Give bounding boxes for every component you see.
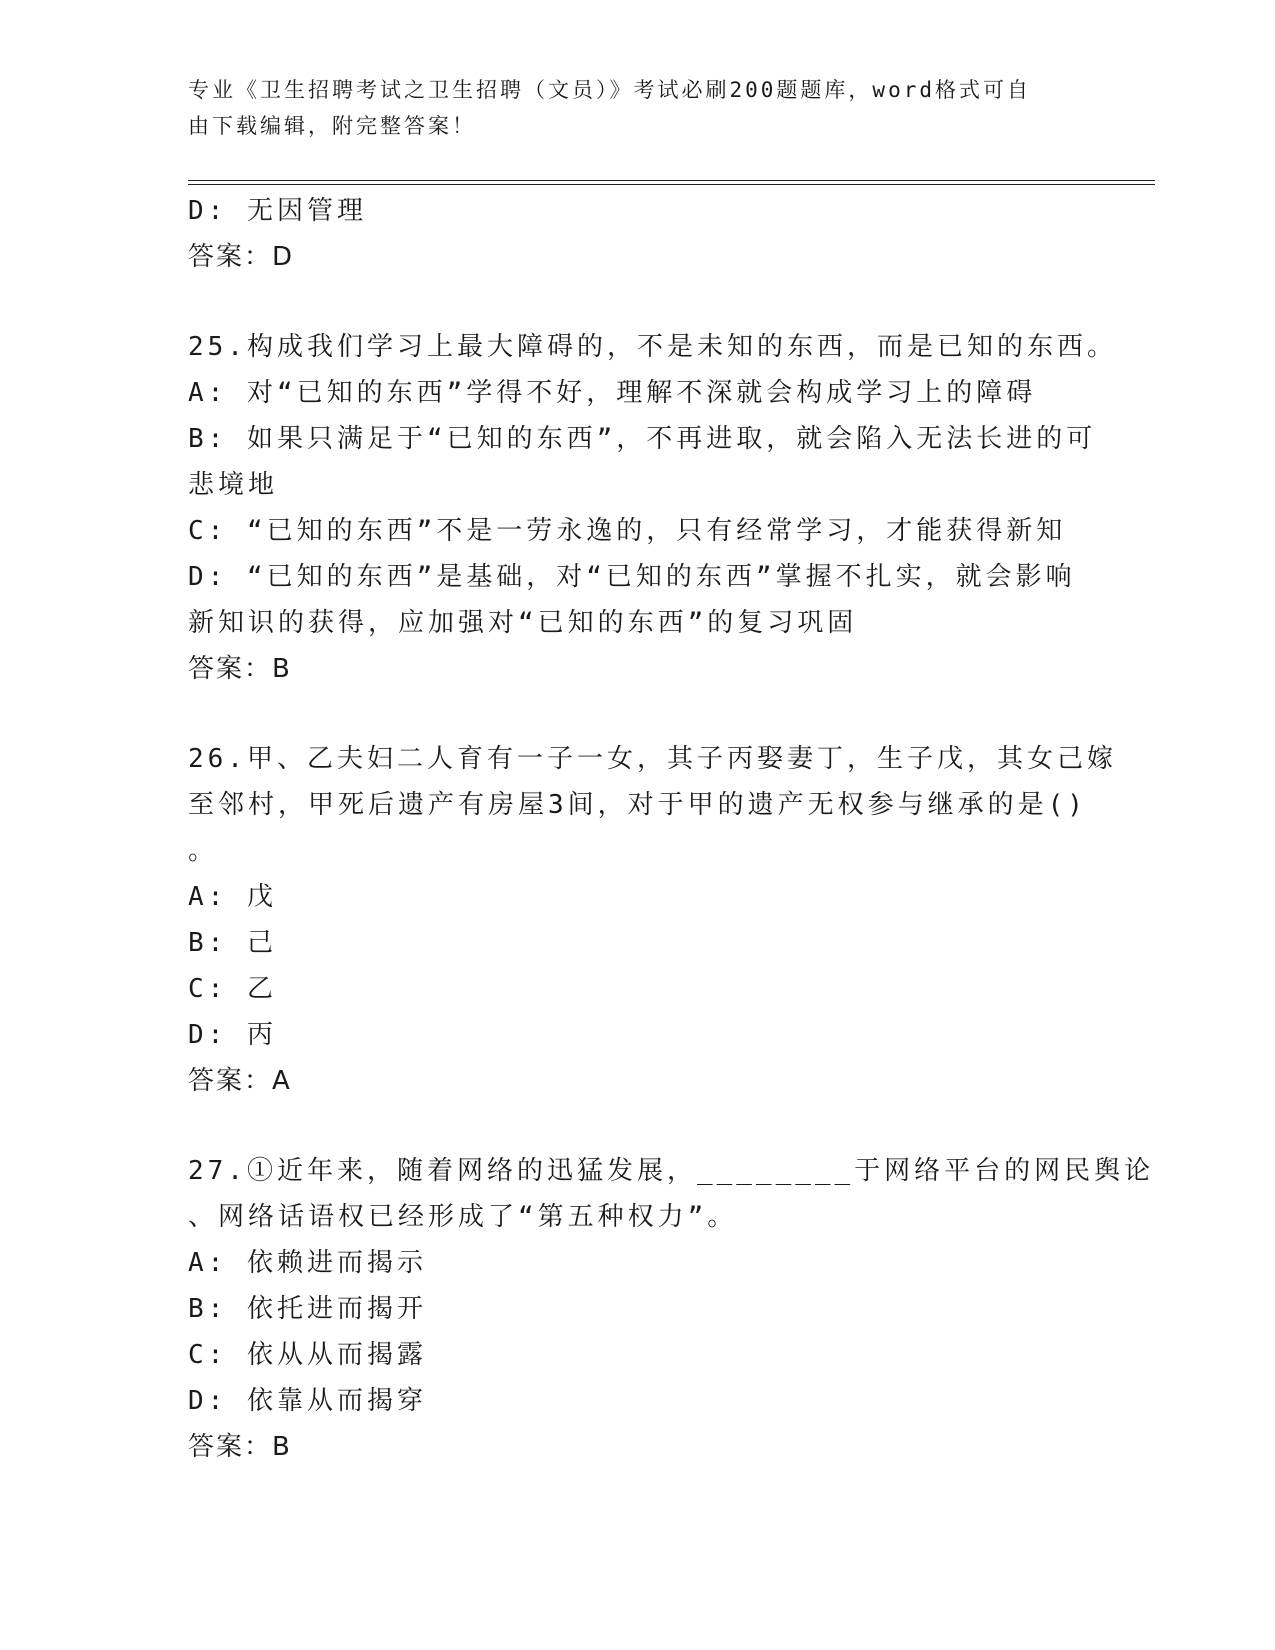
- document-body: [188, 188, 1155, 1470]
- header-line-1: 专业《卫生招聘考试之卫生招聘（文员）》考试必刷200题题库，word格式可自: [188, 78, 1031, 102]
- option-d: D: 丙: [188, 1020, 277, 1050]
- prev-option-d: D: 无因管理: [188, 196, 367, 226]
- document-header: [188, 72, 1068, 144]
- option-a: A: 戊: [188, 882, 277, 912]
- answer: 答案：A: [188, 1066, 292, 1096]
- header-divider-bottom: [188, 184, 1155, 185]
- option-a: A: 对“已知的东西”学得不好，理解不深就会构成学习上的障碍: [188, 378, 1037, 408]
- question-stem: 26.甲、乙夫妇二人育有一子一女，其子丙娶妻丁，生子戊，其女己嫁: [188, 744, 1117, 774]
- question-stem: 27.①近年来，随着网络的迅猛发展，________于网络平台的网民舆论: [188, 1156, 1155, 1186]
- option-d: D: “已知的东西”是基础，对“已知的东西”掌握不扎实，就会影响: [188, 562, 1076, 592]
- question-stem-cont: 、网络话语权已经形成了“第五种权力”。: [188, 1202, 738, 1232]
- answer: 答案：B: [188, 1432, 292, 1462]
- option-b: B: 己: [188, 928, 277, 958]
- header-line-2: 由下载编辑，附完整答案！: [188, 114, 476, 138]
- option-b-cont: 悲境地: [188, 470, 279, 500]
- question-stem-end: 。: [188, 836, 219, 866]
- option-c: C: 乙: [188, 974, 277, 1004]
- option-d-cont: 新知识的获得，应加强对“已知的东西”的复习巩固: [188, 608, 858, 638]
- option-b: B: 依托进而揭开: [188, 1294, 427, 1324]
- question-25: [188, 324, 1117, 692]
- question-27: [188, 1148, 1155, 1470]
- question-stem: 25.构成我们学习上最大障碍的，不是未知的东西，而是已知的东西。: [188, 332, 1117, 362]
- prev-answer: 答案：D: [188, 242, 295, 272]
- option-d: D: 依靠从而揭穿: [188, 1386, 427, 1416]
- answer: 答案：B: [188, 654, 292, 684]
- option-c: C: 依从从而揭露: [188, 1340, 427, 1370]
- question-26: [188, 736, 1117, 1104]
- question-stem-cont: 至邻村，甲死后遗产有房屋3间，对于甲的遗产无权参与继承的是(): [188, 790, 1087, 820]
- header-divider-top: [188, 180, 1155, 181]
- option-c: C: “已知的东西”不是一劳永逸的，只有经常学习，才能获得新知: [188, 516, 1067, 546]
- option-b: B: 如果只满足于“已知的东西”，不再进取，就会陷入无法长进的可: [188, 424, 1097, 454]
- option-a: A: 依赖进而揭示: [188, 1248, 427, 1278]
